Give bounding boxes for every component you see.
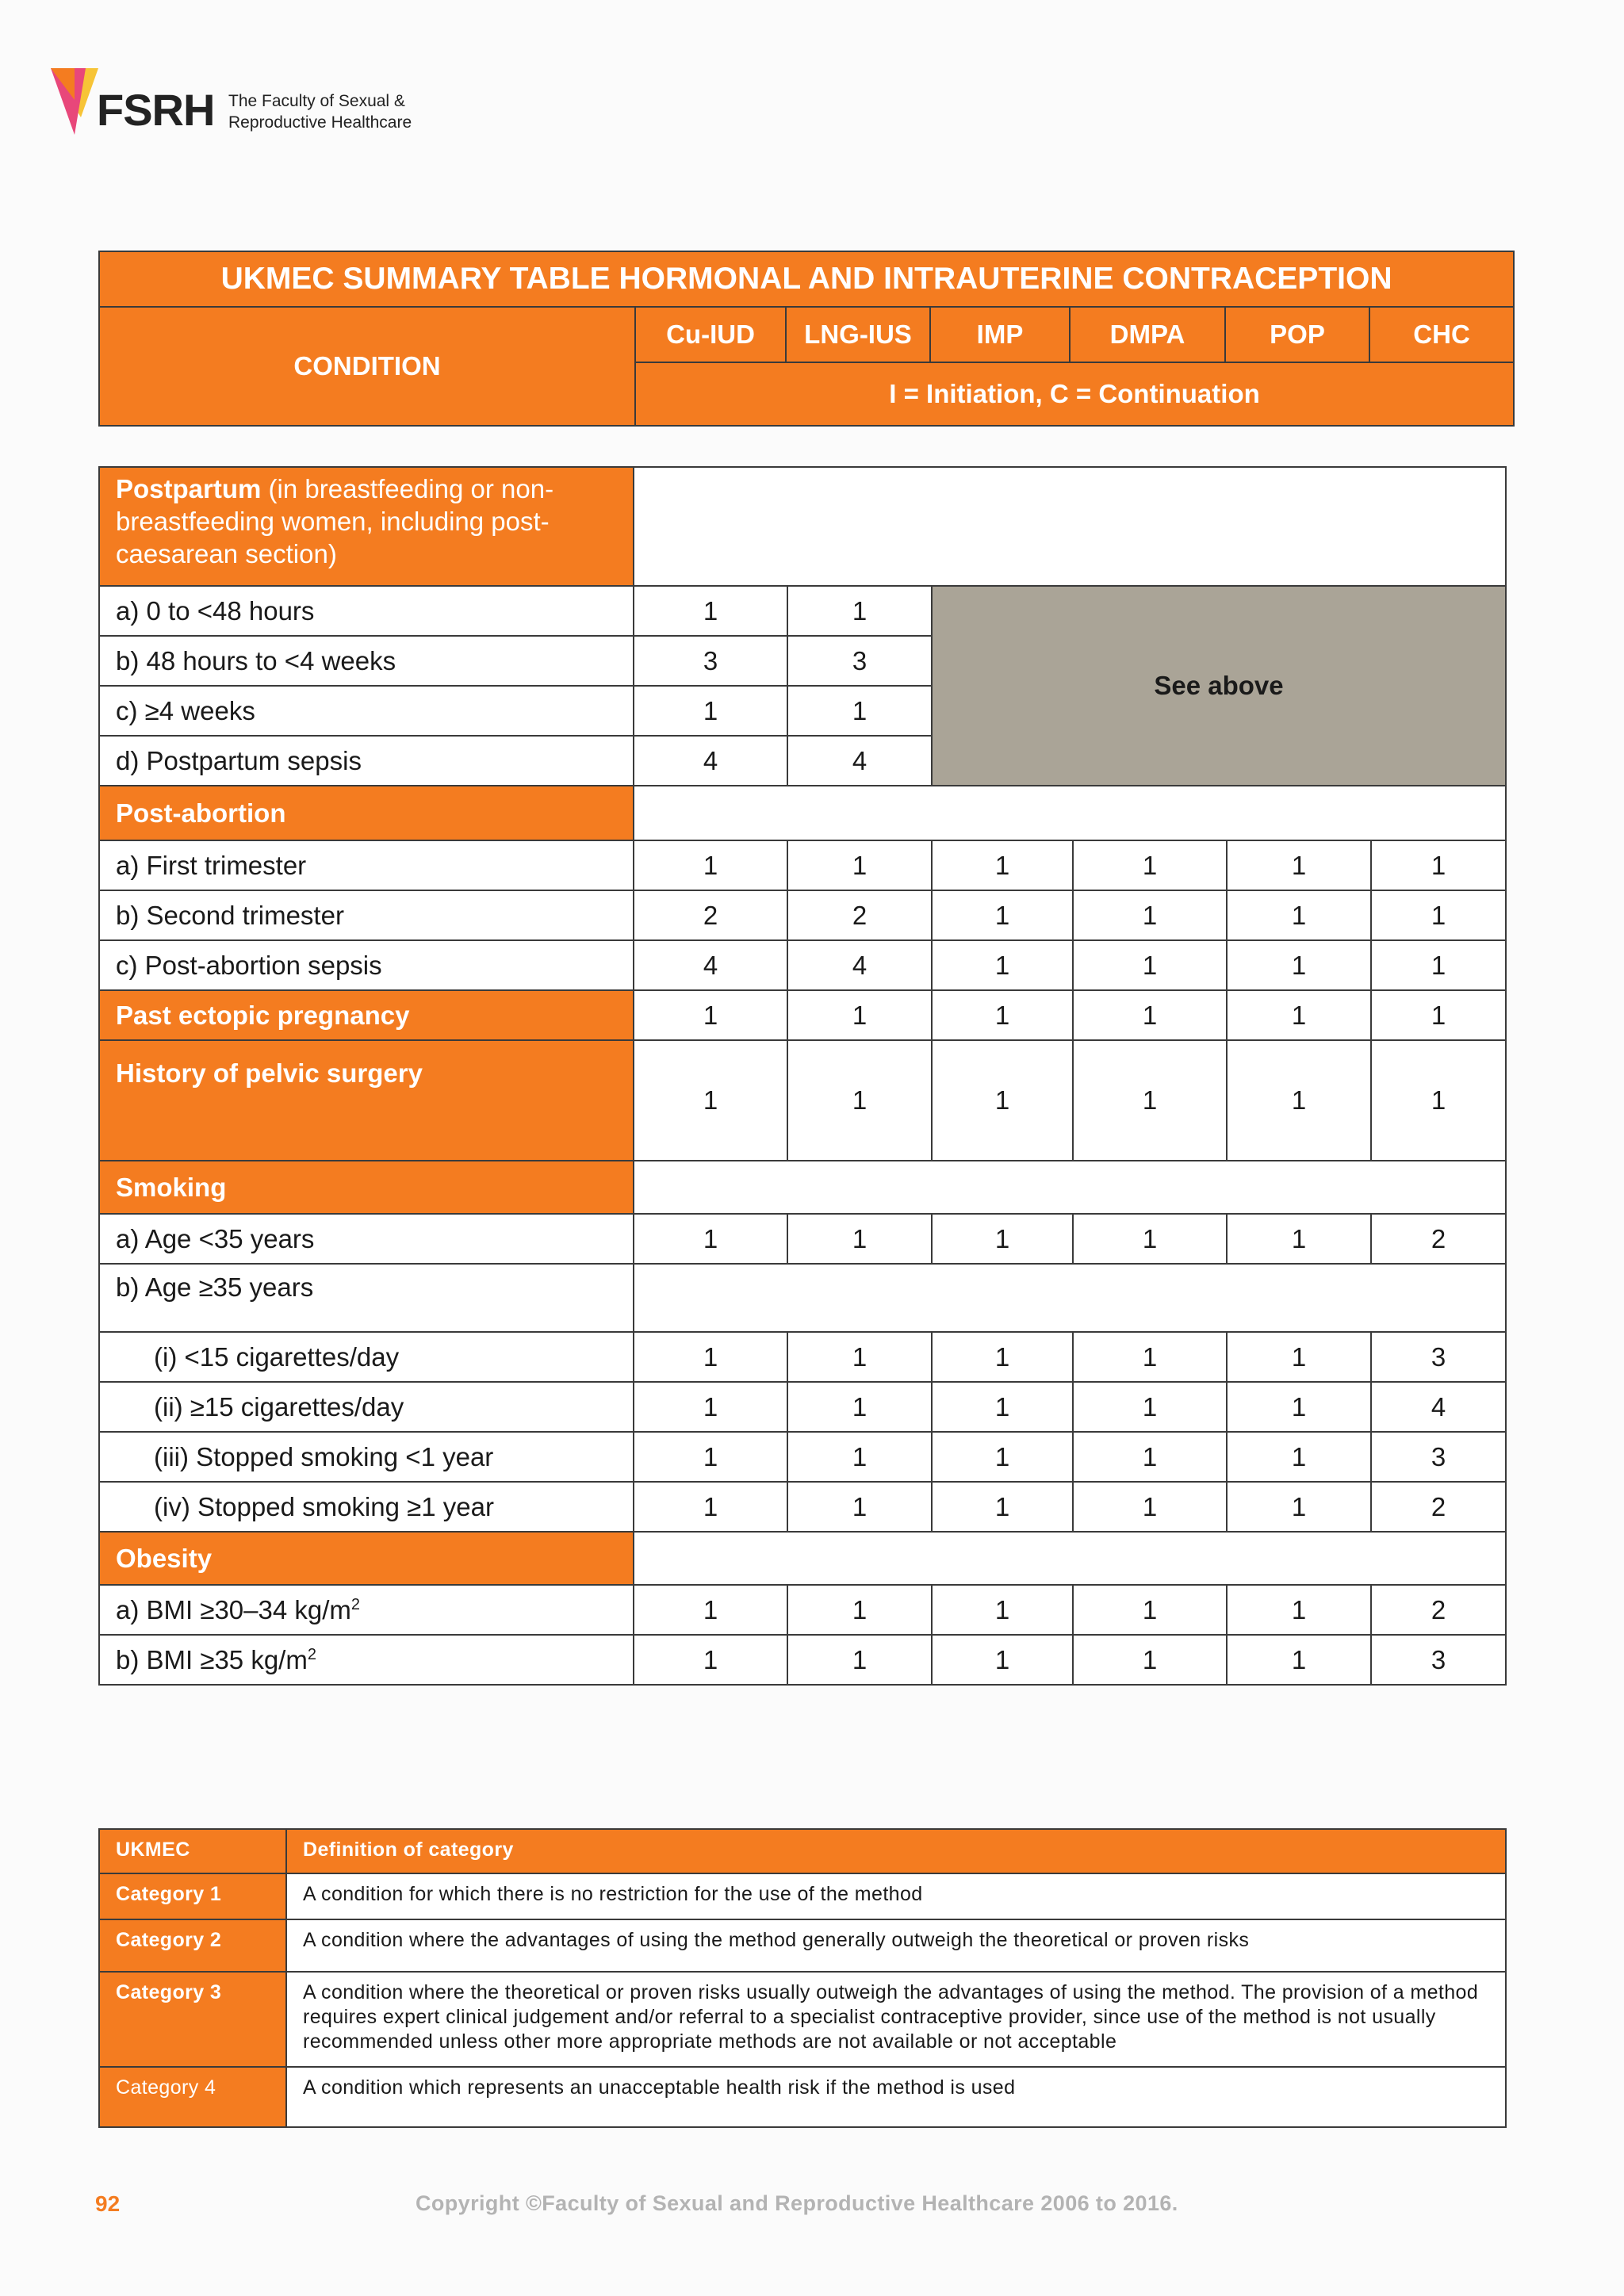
value-cell: 1 [1227, 1635, 1371, 1685]
value-cell: 1 [1371, 1040, 1506, 1161]
value-cell: 1 [1073, 990, 1227, 1040]
section-row [99, 467, 1506, 586]
row-label: a) First trimester [99, 840, 634, 890]
empty-cell [634, 467, 1506, 586]
method-header: DMPA [1070, 307, 1225, 362]
empty-cell [634, 1264, 1506, 1332]
category-definitions-table [98, 1828, 1507, 2128]
category-definition: A condition where the advantages of using the method generally outweigh the theoretical or proven risks [286, 1919, 1506, 1972]
value-cell: 1 [1227, 1482, 1371, 1532]
section-post-abortion: Post-abortion [99, 786, 634, 840]
table-row [99, 840, 1506, 890]
value-cell: 1 [787, 1214, 932, 1264]
value-cell: 1 [1073, 1040, 1227, 1161]
value-cell: 1 [1227, 890, 1371, 940]
copyright-notice: Copyright ©Faculty of Sexual and Reproductive Healthcare 2006 to 2016. [416, 2191, 1178, 2215]
table-row [99, 1972, 1506, 2067]
table-row [99, 1635, 1506, 1685]
conditions-table [98, 466, 1507, 1686]
value-cell: 1 [787, 586, 932, 636]
row-label: a) 0 to <48 hours [99, 586, 634, 636]
value-cell: 4 [1371, 1382, 1506, 1432]
method-header: LNG-IUS [786, 307, 930, 362]
value-cell: 1 [1227, 940, 1371, 990]
value-cell: 4 [634, 736, 787, 786]
value-cell: 1 [787, 990, 932, 1040]
table-row [99, 1332, 1506, 1382]
category-key: Category 4 [99, 2067, 286, 2127]
value-cell: 1 [1371, 890, 1506, 940]
value-cell: 2 [1371, 1214, 1506, 1264]
legend-initiation-continuation: I = Initiation, C = Continuation [635, 362, 1514, 426]
row-label: (iv) Stopped smoking ≥1 year [99, 1482, 634, 1532]
row-label: (i) <15 cigarettes/day [99, 1332, 634, 1382]
value-cell: 1 [1371, 940, 1506, 990]
value-cell: 1 [1227, 1432, 1371, 1482]
value-cell: 1 [932, 1482, 1073, 1532]
value-cell: 1 [1227, 840, 1371, 890]
value-cell: 1 [1227, 1382, 1371, 1432]
value-cell: 3 [1371, 1332, 1506, 1382]
value-cell: 2 [787, 890, 932, 940]
definition-header: Definition of category [286, 1829, 1506, 1873]
table-title: UKMEC SUMMARY TABLE HORMONAL AND INTRAUTERINE CONTRACEPTION [99, 251, 1514, 307]
table-row [99, 990, 1506, 1040]
value-cell: 4 [634, 940, 787, 990]
value-cell: 1 [932, 1432, 1073, 1482]
value-cell: 1 [634, 1040, 787, 1161]
value-cell: 1 [932, 1332, 1073, 1382]
category-definition: A condition which represents an unacceptable health risk if the method is used [286, 2067, 1506, 2127]
method-header: IMP [930, 307, 1070, 362]
logo-brand: FSRH [97, 85, 215, 135]
table-row [99, 2067, 1506, 2127]
fsrh-logo [51, 68, 463, 140]
condition-header: CONDITION [99, 307, 635, 426]
category-key: Category 1 [99, 1873, 286, 1919]
value-cell: 1 [1073, 1432, 1227, 1482]
row-label: (iii) Stopped smoking <1 year [99, 1432, 634, 1482]
value-cell: 1 [1371, 840, 1506, 890]
row-label: c) Post-abortion sepsis [99, 940, 634, 990]
value-cell: 1 [787, 1432, 932, 1482]
value-cell: 2 [634, 890, 787, 940]
value-cell: 1 [1073, 940, 1227, 990]
value-cell: 1 [1073, 1585, 1227, 1635]
category-key: Category 3 [99, 1972, 286, 2067]
value-cell: 1 [634, 1332, 787, 1382]
value-cell: 1 [787, 1040, 932, 1161]
section-past-ectopic: Past ectopic pregnancy [99, 990, 634, 1040]
method-header: Cu-IUD [635, 307, 786, 362]
empty-cell [634, 1532, 1506, 1585]
value-cell: 3 [787, 636, 932, 686]
value-cell: 2 [1371, 1482, 1506, 1532]
table-row [99, 890, 1506, 940]
table-row [99, 1482, 1506, 1532]
section-postpartum: Postpartum (in breastfeeding or non-breastfeeding women, including post-caesarean section) [99, 467, 634, 586]
value-cell: 1 [787, 686, 932, 736]
value-cell: 1 [787, 1635, 932, 1685]
table-row [99, 1264, 1506, 1332]
row-label: (ii) ≥15 cigarettes/day [99, 1382, 634, 1432]
value-cell: 1 [634, 1214, 787, 1264]
section-pelvic-surgery: History of pelvic surgery [99, 1040, 634, 1161]
value-cell: 1 [787, 1382, 932, 1432]
value-cell: 4 [787, 736, 932, 786]
row-label: b) Second trimester [99, 890, 634, 940]
value-cell: 1 [787, 1585, 932, 1635]
value-cell: 1 [932, 940, 1073, 990]
value-cell: 3 [634, 636, 787, 686]
value-cell: 1 [1227, 1585, 1371, 1635]
summary-header-table [98, 251, 1515, 427]
value-cell: 3 [1371, 1432, 1506, 1482]
value-cell: 1 [634, 990, 787, 1040]
value-cell: 1 [1073, 1382, 1227, 1432]
section-row [99, 786, 1506, 840]
value-cell: 1 [787, 1482, 932, 1532]
value-cell: 1 [1227, 1214, 1371, 1264]
value-cell: 1 [932, 840, 1073, 890]
table-row [99, 586, 1506, 636]
table-row [99, 1585, 1506, 1635]
value-cell: 1 [787, 840, 932, 890]
value-cell: 1 [932, 890, 1073, 940]
value-cell: 1 [1073, 890, 1227, 940]
value-cell: 1 [634, 1432, 787, 1482]
row-label: c) ≥4 weeks [99, 686, 634, 736]
row-label: a) BMI ≥30–34 $kg/m^2$ [99, 1585, 634, 1635]
value-cell: 1 [1227, 990, 1371, 1040]
value-cell: 1 [787, 1332, 932, 1382]
row-label: b) Age ≥35 years [99, 1264, 634, 1332]
value-cell: 1 [634, 1382, 787, 1432]
category-key: Category 2 [99, 1919, 286, 1972]
value-cell: 1 [1073, 1635, 1227, 1685]
value-cell: 1 [634, 1482, 787, 1532]
ukmec-header: UKMEC [99, 1829, 286, 1873]
value-cell: 1 [1227, 1332, 1371, 1382]
table-row [99, 1382, 1506, 1432]
value-cell: 1 [1073, 1332, 1227, 1382]
empty-cell [634, 1161, 1506, 1214]
section-row [99, 1161, 1506, 1214]
value-cell: 4 [787, 940, 932, 990]
table-row [99, 1214, 1506, 1264]
section-smoking: Smoking [99, 1161, 634, 1214]
section-row [99, 1532, 1506, 1585]
value-cell: 1 [634, 840, 787, 890]
table-row [99, 1873, 1506, 1919]
section-obesity: Obesity [99, 1532, 634, 1585]
empty-cell [634, 786, 1506, 840]
row-label: d) Postpartum sepsis [99, 736, 634, 786]
table-row [99, 1432, 1506, 1482]
value-cell: 1 [932, 1585, 1073, 1635]
value-cell: 1 [1371, 990, 1506, 1040]
value-cell: 1 [932, 1382, 1073, 1432]
value-cell: 1 [634, 686, 787, 736]
method-header: POP [1225, 307, 1369, 362]
table-row [99, 1040, 1506, 1161]
method-header: CHC [1369, 307, 1514, 362]
value-cell: 1 [634, 1635, 787, 1685]
value-cell: 1 [932, 1635, 1073, 1685]
table-row [99, 1919, 1506, 1972]
value-cell: 1 [932, 1214, 1073, 1264]
value-cell: 1 [634, 586, 787, 636]
value-cell: 3 [1371, 1635, 1506, 1685]
row-label: b) 48 hours to <4 weeks [99, 636, 634, 686]
table-header-row [99, 1829, 1506, 1873]
row-label: b) BMI ≥35 $kg/m^2$ [99, 1635, 634, 1685]
page-number: 92 [95, 2191, 121, 2216]
logo-org-name: The Faculty of Sexual & Reproductive Healthcare [228, 92, 412, 132]
category-definition: A condition where the theoretical or proven risks usually outweigh the advantages of using the method. The provision of a method requires expert clinical judgement and/or referral to a specialist contraceptive provider, since use of the method is not usually recommended unless other more appropriate methods are not available or not acceptable [286, 1972, 1506, 2067]
see-above-cell: See above [932, 586, 1506, 786]
value-cell: 1 [1073, 1482, 1227, 1532]
value-cell: 1 [932, 990, 1073, 1040]
value-cell: 1 [1073, 840, 1227, 890]
value-cell: 1 [1073, 1214, 1227, 1264]
value-cell: 1 [634, 1585, 787, 1635]
value-cell: 1 [1227, 1040, 1371, 1161]
category-definition: A condition for which there is no restriction for the use of the method [286, 1873, 1506, 1919]
row-label: a) Age <35 years [99, 1214, 634, 1264]
fsrh-triangle-icon [51, 68, 98, 135]
value-cell: 2 [1371, 1585, 1506, 1635]
table-row [99, 940, 1506, 990]
value-cell: 1 [932, 1040, 1073, 1161]
